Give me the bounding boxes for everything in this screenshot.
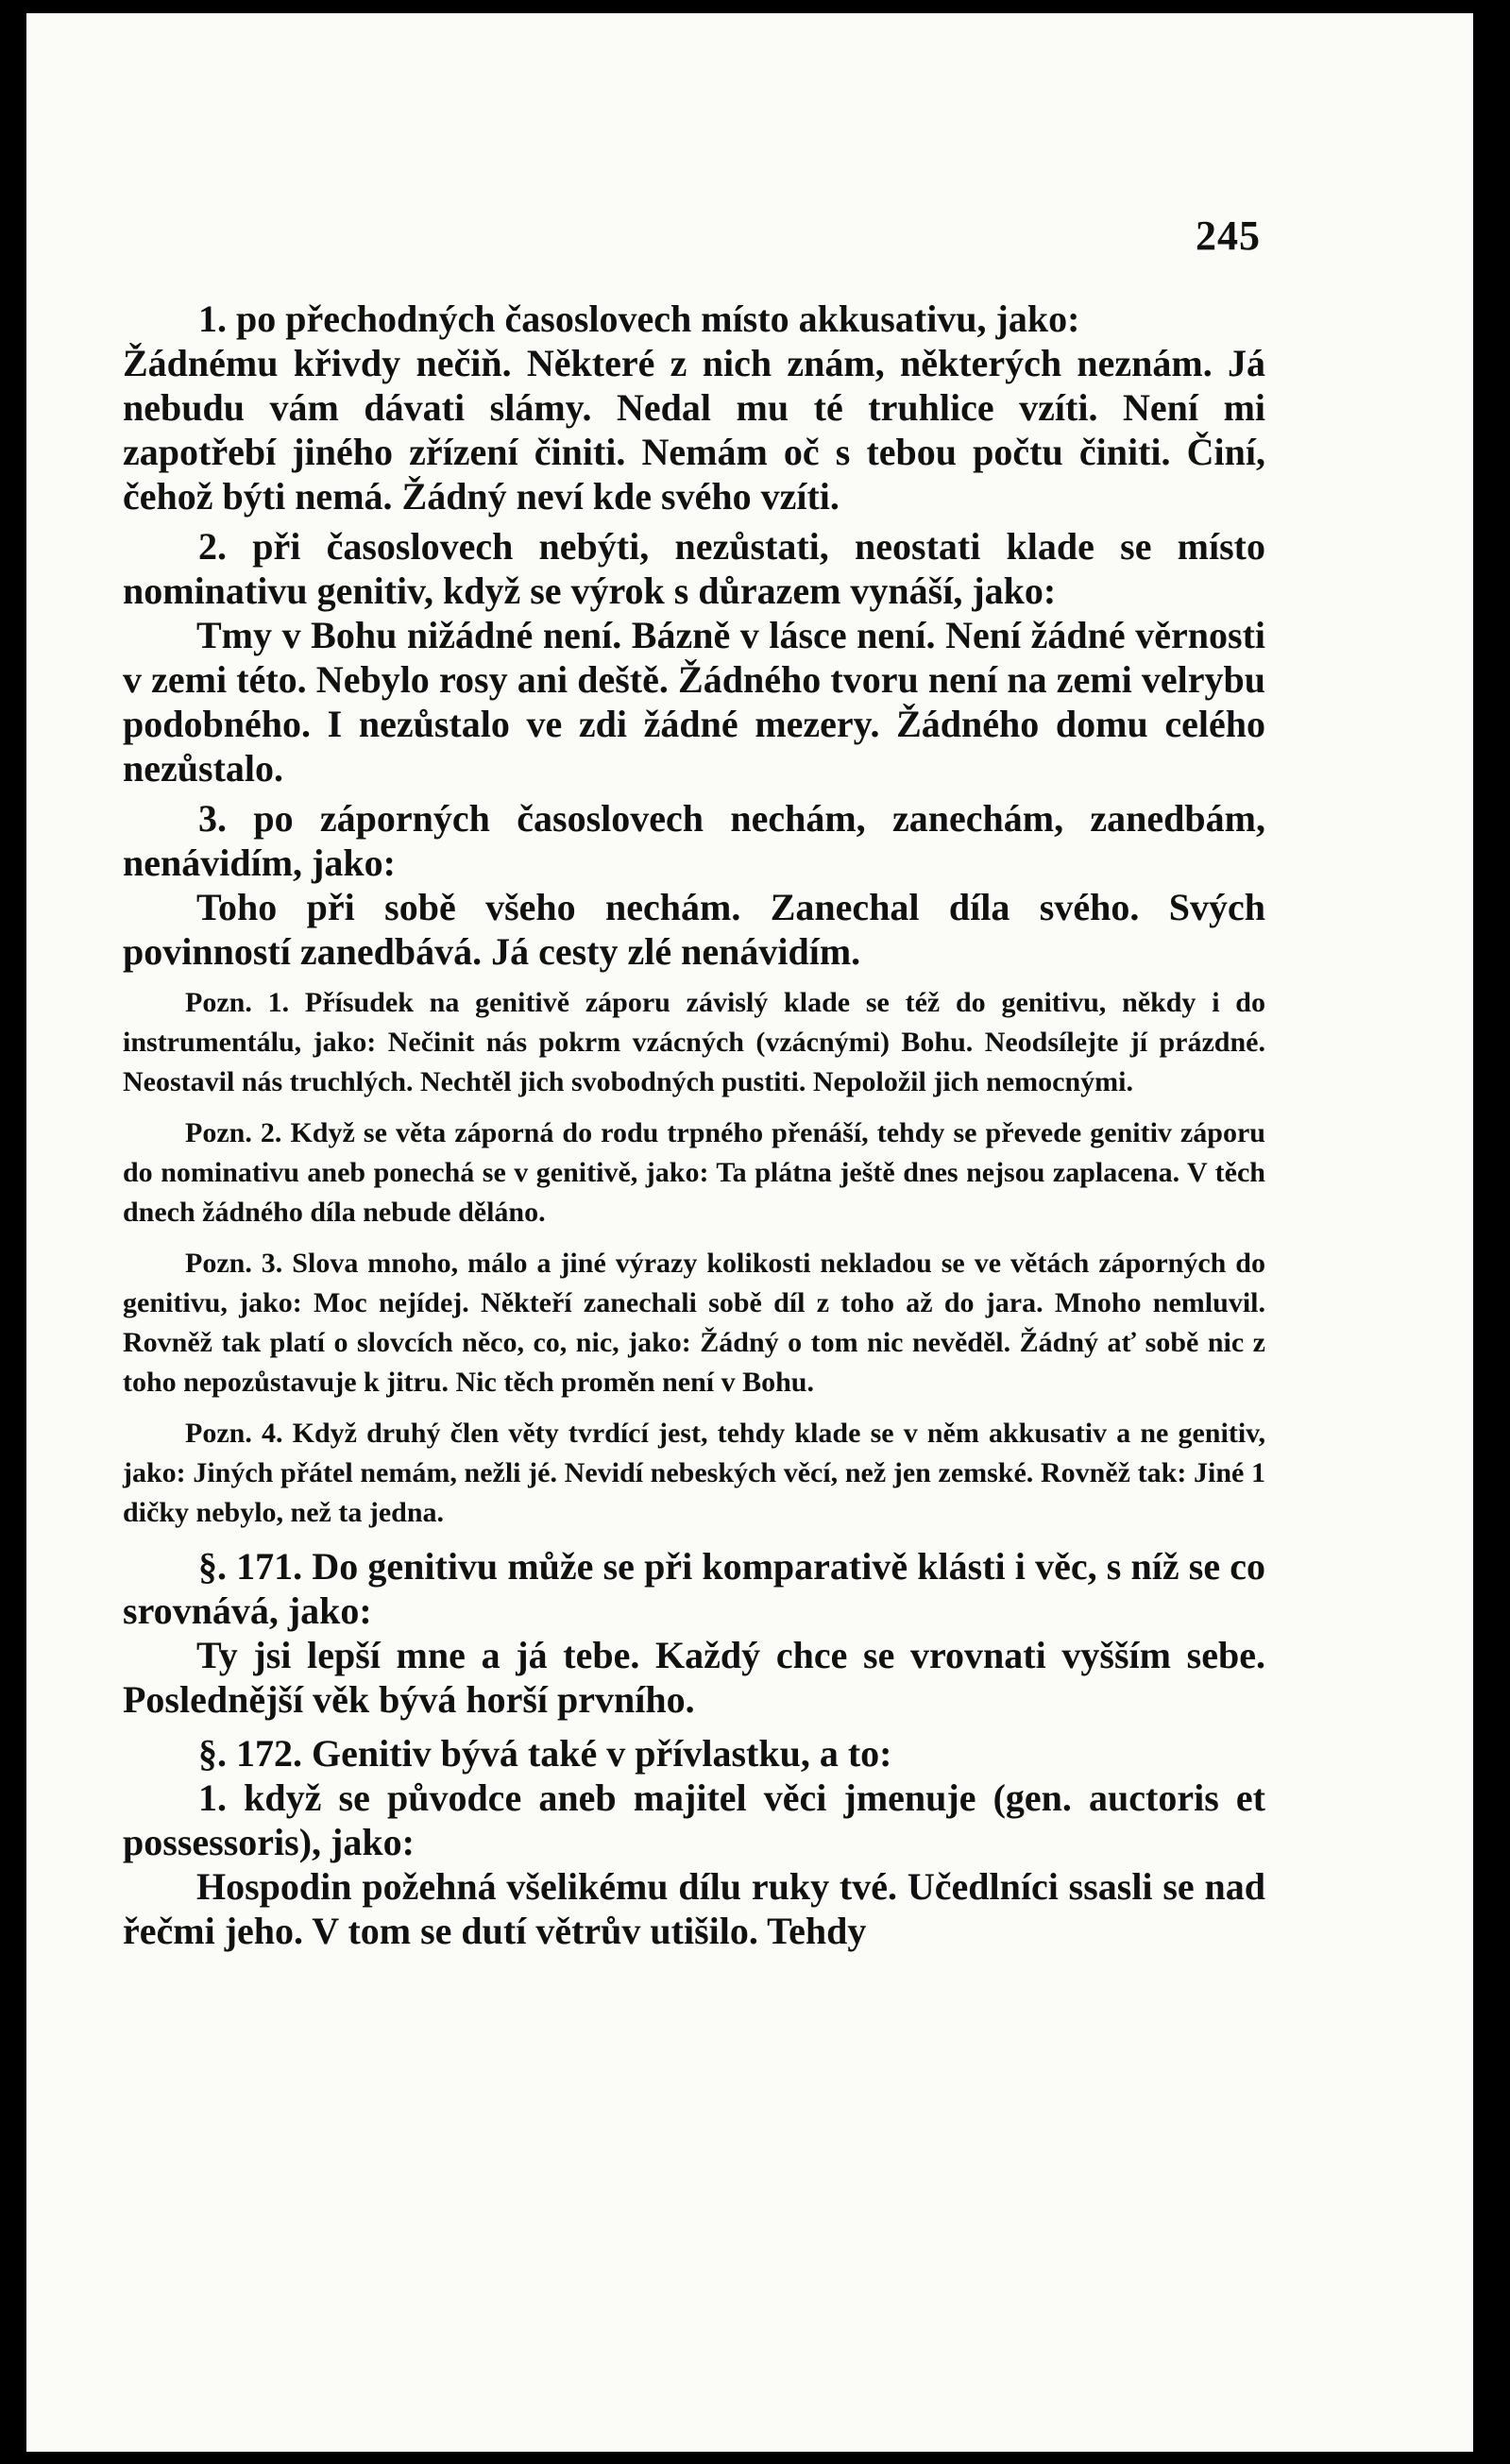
- book-page: [26, 13, 1473, 2452]
- paragraph-2-examples: Tmy v Bohu nižádné není. Bázně v lásce není. Není žádné věrnosti v zemi této. Nebylo rosy ani deště. Žádného tvoru není na zemi velrybu podobného. I nezůstalo ve zdi žádné mezery. Žádného domu celého nezůstalo.: [123, 614, 1265, 790]
- note-2: Pozn. 2. Když se věta záporná do rodu trpného přenáší, tehdy se převede genitiv záporu do nominativu aneb ponechá se v genitivě, jako: Ta plátna ještě dnes nejsou zaplacena. V těch dnech žádného díla nebude děláno.: [123, 1117, 1265, 1228]
- paragraph-1: 1. po přechodných časoslovech místo akkusativu, jako:: [198, 297, 1080, 340]
- footnotes: [123, 983, 1265, 1533]
- page-text: [123, 297, 1265, 1953]
- section-172-item-1: 1. když se původce aneb majitel věci jmenuje (gen. auctoris et possessoris), jako:: [123, 1776, 1265, 1863]
- note-4: Pozn. 4. Když druhý člen věty tvrdící jest, tehdy klade se v něm akkusativ a ne genitiv, jako: Jiných přátel nemám, nežli jé. Nevidí nebeských věcí, než jen zemské. Rovněž tak: Jiné 1 dičky nebylo, než ta jedna.: [123, 1418, 1265, 1528]
- note-1: Pozn. 1. Přísudek na genitivě záporu závislý klade se též do genitivu, někdy i do instrumentálu, jako: Nečinit nás pokrm vzácných (vzácnými) Bohu. Neodsílejte jí prázdné. Neostavil nás truchlých. Nechtěl jich svobodných pustiti. Nepoložil jich nemocnými.: [123, 987, 1265, 1097]
- section-171: §. 171. Do genitivu může se při komparativě klásti i věc, s níž se co srovnává, jako:: [123, 1545, 1265, 1632]
- paragraph-3: 3. po záporných časoslovech nechám, zanechám, zanedbám, nenávidím, jako:: [123, 797, 1265, 884]
- section-171-examples: Ty jsi lepší mne a já tebe. Každý chce se vrovnati vyšším sebe. Poslednější věk bývá horší prvního.: [123, 1634, 1265, 1721]
- section-172: §. 172. Genitiv bývá také v přívlastku, a to:: [198, 1732, 892, 1775]
- paragraph-1-examples: Žádnému křivdy nečiň. Některé z nich znám, některých neznám. Já nebudu vám dávati slámy. Nedal mu té truhlice vzíti. Není mi zapotřebí jiného zřízení činiti. Nemám oč s tebou počtu činiti. Činí, čehož býti nemá. Žádný neví kde svého vzíti.: [123, 342, 1265, 518]
- page-number: 245: [1196, 212, 1261, 259]
- paragraph-2: 2. při časoslovech nebýti, nezůstati, neostati klade se místo nominativu genitiv, když se výrok s důrazem vynáší, jako:: [123, 525, 1265, 612]
- paragraph-3-examples: Toho při sobě všeho nechám. Zanechal díla svého. Svých povinností zanedbává. Já cesty zlé nenávidím.: [123, 886, 1265, 973]
- note-3: Pozn. 3. Slova mnoho, málo a jiné výrazy kolikosti nekladou se ve větách záporných do genitivu, jako: Moc nejídej. Někteří zanechali sobě díl z toho až do jara. Mnoho nemluvil. Rovněž tak platí o slovcích něco, co, nic, jako: Žádný o tom nic nevěděl. Žádný ať sobě nic z toho nepozůstavuje k jitru. Nic těch proměn není v Bohu.: [123, 1248, 1265, 1398]
- section-172-examples: Hospodin požehná všelikému dílu ruky tvé. Učedlníci ssasli se nad řečmi jeho. V tom se dutí větrův utišilo. Tehdy: [123, 1865, 1265, 1952]
